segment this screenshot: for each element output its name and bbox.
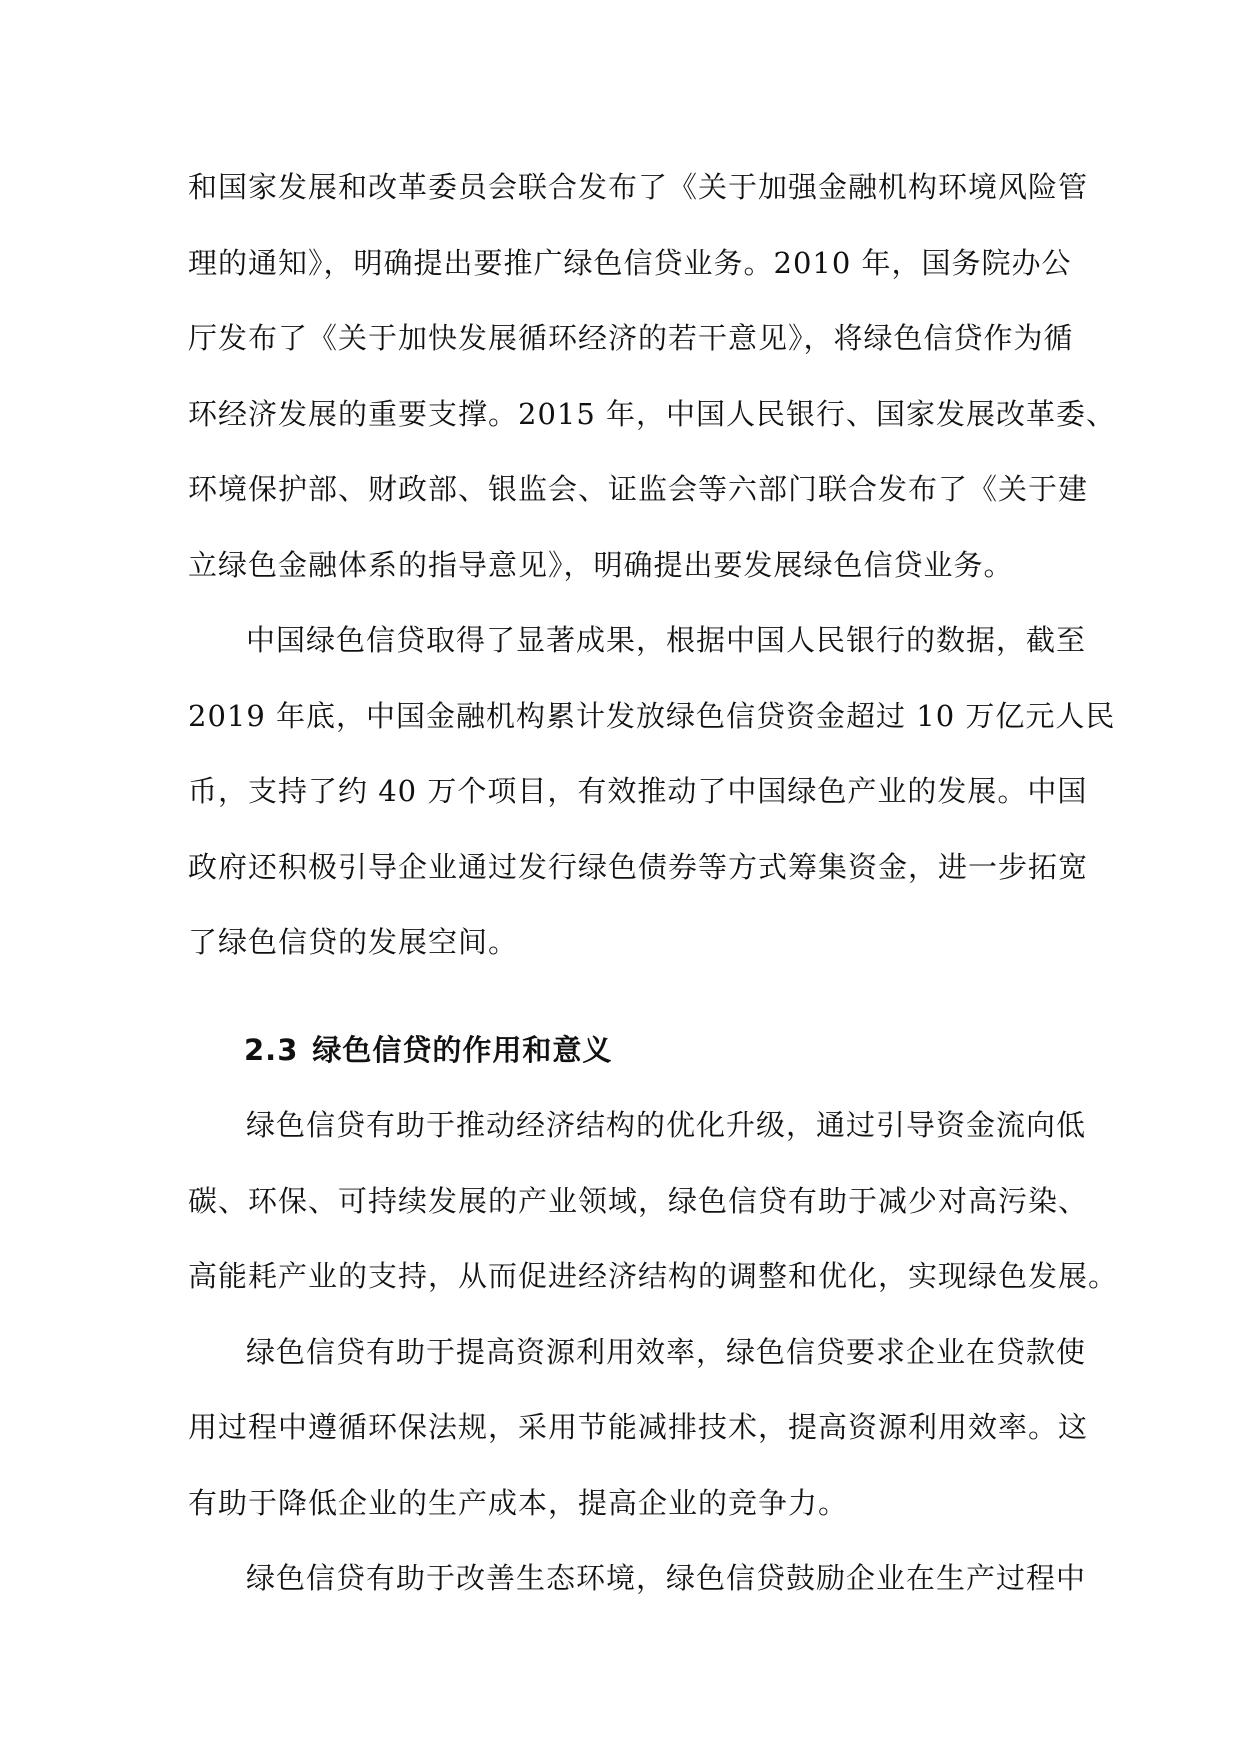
paragraph xyxy=(188,1315,1089,1542)
text-line: 绿色信贷有助于提高资源利用效率，绿色信贷要求企业在贷款使 xyxy=(246,1334,1087,1369)
text-line: 立绿色金融体系的指导意见》，明确提出要发展绿色信贷业务。 xyxy=(188,547,1014,582)
document-body xyxy=(188,150,1119,1617)
text-line: 有助于降低企业的生产成本，提高企业的竞争力。 xyxy=(188,1485,849,1520)
section-title: 绿色信贷的作用和意义 xyxy=(312,1032,613,1067)
text-line: 碳、环保、可持续发展的产业领域，绿色信贷有助于减少对高污染、 xyxy=(188,1183,1089,1218)
text-line: 中国绿色信贷取得了显著成果，根据中国人民银行的数据，截至 xyxy=(246,623,1087,657)
paragraph xyxy=(188,1541,1087,1617)
text-line: 环经济发展的重要支撑。2015 年，中国人民银行、国家发展改革委、 xyxy=(188,396,1117,431)
section-number: 2.3 xyxy=(244,1032,299,1067)
paragraph xyxy=(188,1088,1119,1315)
text-line: 理的通知》，明确提出要推广绿色信贷业务。2010 年，国务院办公 xyxy=(188,245,1072,280)
text-line: 环境保护部、财政部、银监会、证监会等六部门联合发布了《关于建 xyxy=(188,472,1089,506)
text-line: 政府还积极引导企业通过发行绿色债券等方式筹集资金，进一步拓宽 xyxy=(188,849,1089,884)
text-line: 和国家发展和改革委员会联合发布了《关于加强金融机构环境风险管 xyxy=(188,170,1089,204)
text-line: 了绿色信贷的发展空间。 xyxy=(188,925,519,959)
paragraph xyxy=(188,150,1117,603)
text-line: 币，支持了约 40 万个项目，有效推动了中国绿色产业的发展。中国 xyxy=(188,774,1088,808)
text-line: 2019 年底，中国金融机构累计发放绿色信贷资金超过 10 万亿元人民 xyxy=(188,698,1116,733)
text-line: 用过程中遵循环保法规，采用节能减排技术，提高资源利用效率。这 xyxy=(188,1410,1089,1444)
text-line: 高能耗产业的支持，从而促进经济结构的调整和优化，实现绿色发展。 xyxy=(188,1259,1119,1293)
paragraph xyxy=(188,603,1116,981)
section-heading xyxy=(188,1013,1068,1089)
text-line: 绿色信贷有助于改善生态环境，绿色信贷鼓励企业在生产过程中 xyxy=(246,1561,1087,1595)
text-line: 绿色信贷有助于推动经济结构的优化升级，通过引导资金流向低 xyxy=(246,1108,1087,1142)
text-line: 厅发布了《关于加快发展循环经济的若干意见》，将绿色信贷作为循 xyxy=(188,321,1074,355)
